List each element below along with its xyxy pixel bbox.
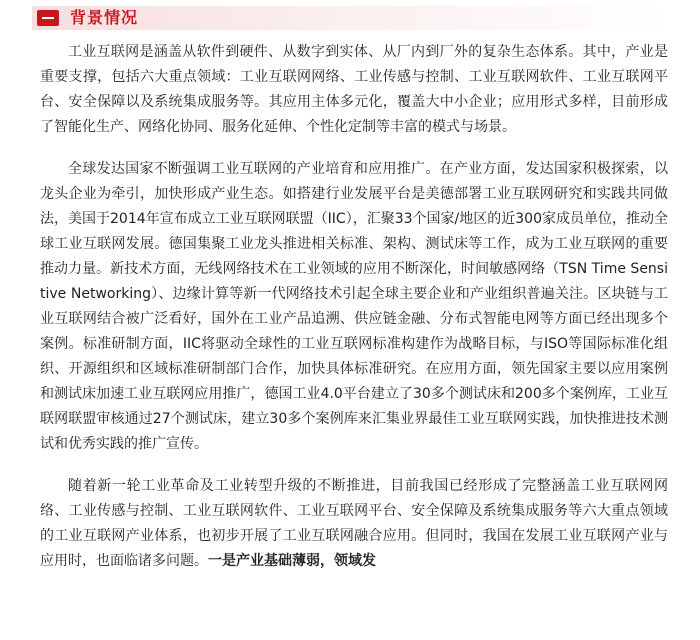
paragraph-2-text: 全球发达国家不断强调工业互联网的产业培育和应用推广。在产业方面，发达国家积极探索，以龙头企业为牵引，加快形成产业生态。如搭建行业发展平台是美德部署工业互联网研究和实践共同做法，美国于2014年宣布成立工业互联网联盟（IIC），汇聚33个国家/地区的近300家成员单位，推动全球工业互联网发展。德国集聚工业龙头推进相关标准、架构、测试床等工作，成为工业互联网的重要推动力量。新技术方面，无线网络技术在工业领域的应用不断深化，时间敏感网络（TSN Time Sensitive Networking）、边缘计算等新一代网络技术引起全球主要企业和产业组织普遍关注。区块链与工业互联网结合被广泛看好，国外在工业产品追溯、供应链金融、分布式智能电网等方面已经出现多个案例。标准研制方面，IIC将驱动全球性的工业互联网标准构建作为战略目标，与ISO等国际标准化组织、开源组织和区域标准研制部门合作，加快具体标准研究。在应用方面，领先国家主要以应用案例和测试床加速工业互联网应用推广，德国工业4.0平台建立了30多个测试床和200多个案例库，工业互联网联盟审核通过27个测试床，建立30多个案例库来汇集业界最佳工业互联网实践，加快推进技术测试和优秀实践的推广宣传。 [40,161,668,452]
section-title: 背景情况 [70,8,139,27]
article-body [40,40,668,591]
paragraph-1 [40,40,668,140]
paragraph-3 [40,474,668,574]
paragraph-3-text: 随着新一轮工业革命及工业转型升级的不断推进，目前我国已经形成了完整涵盖工业互联网网络、工业传感与控制、工业互联网软件、工业互联网平台、安全保障及系统集成服务等六大重点领域的工业互联网产业体系，也初步开展了工业互联网融合应用。但同时，我国在发展工业互联网产业与应用时，也面临诸多问题。 [40,478,668,569]
paragraph-1-text: 工业互联网是涵盖从软件到硬件、从数字到实体、从厂内到厂外的复杂生态体系。其中，产业是重要支撑，包括六大重点领域：工业互联网网络、工业传感与控制、工业互联网软件、工业互联网平台、安全保障以及系统集成服务等。其应用主体多元化，覆盖大中小企业；应用形式多样，目前形成了智能化生产、网络化协同、服务化延伸、个性化定制等丰富的模式与场景。 [40,44,668,135]
section-header [32,6,672,30]
paragraph-3-emphasis: 一是产业基础薄弱，领域发 [208,553,376,569]
paragraph-2 [40,157,668,457]
minus-icon [37,10,59,26]
